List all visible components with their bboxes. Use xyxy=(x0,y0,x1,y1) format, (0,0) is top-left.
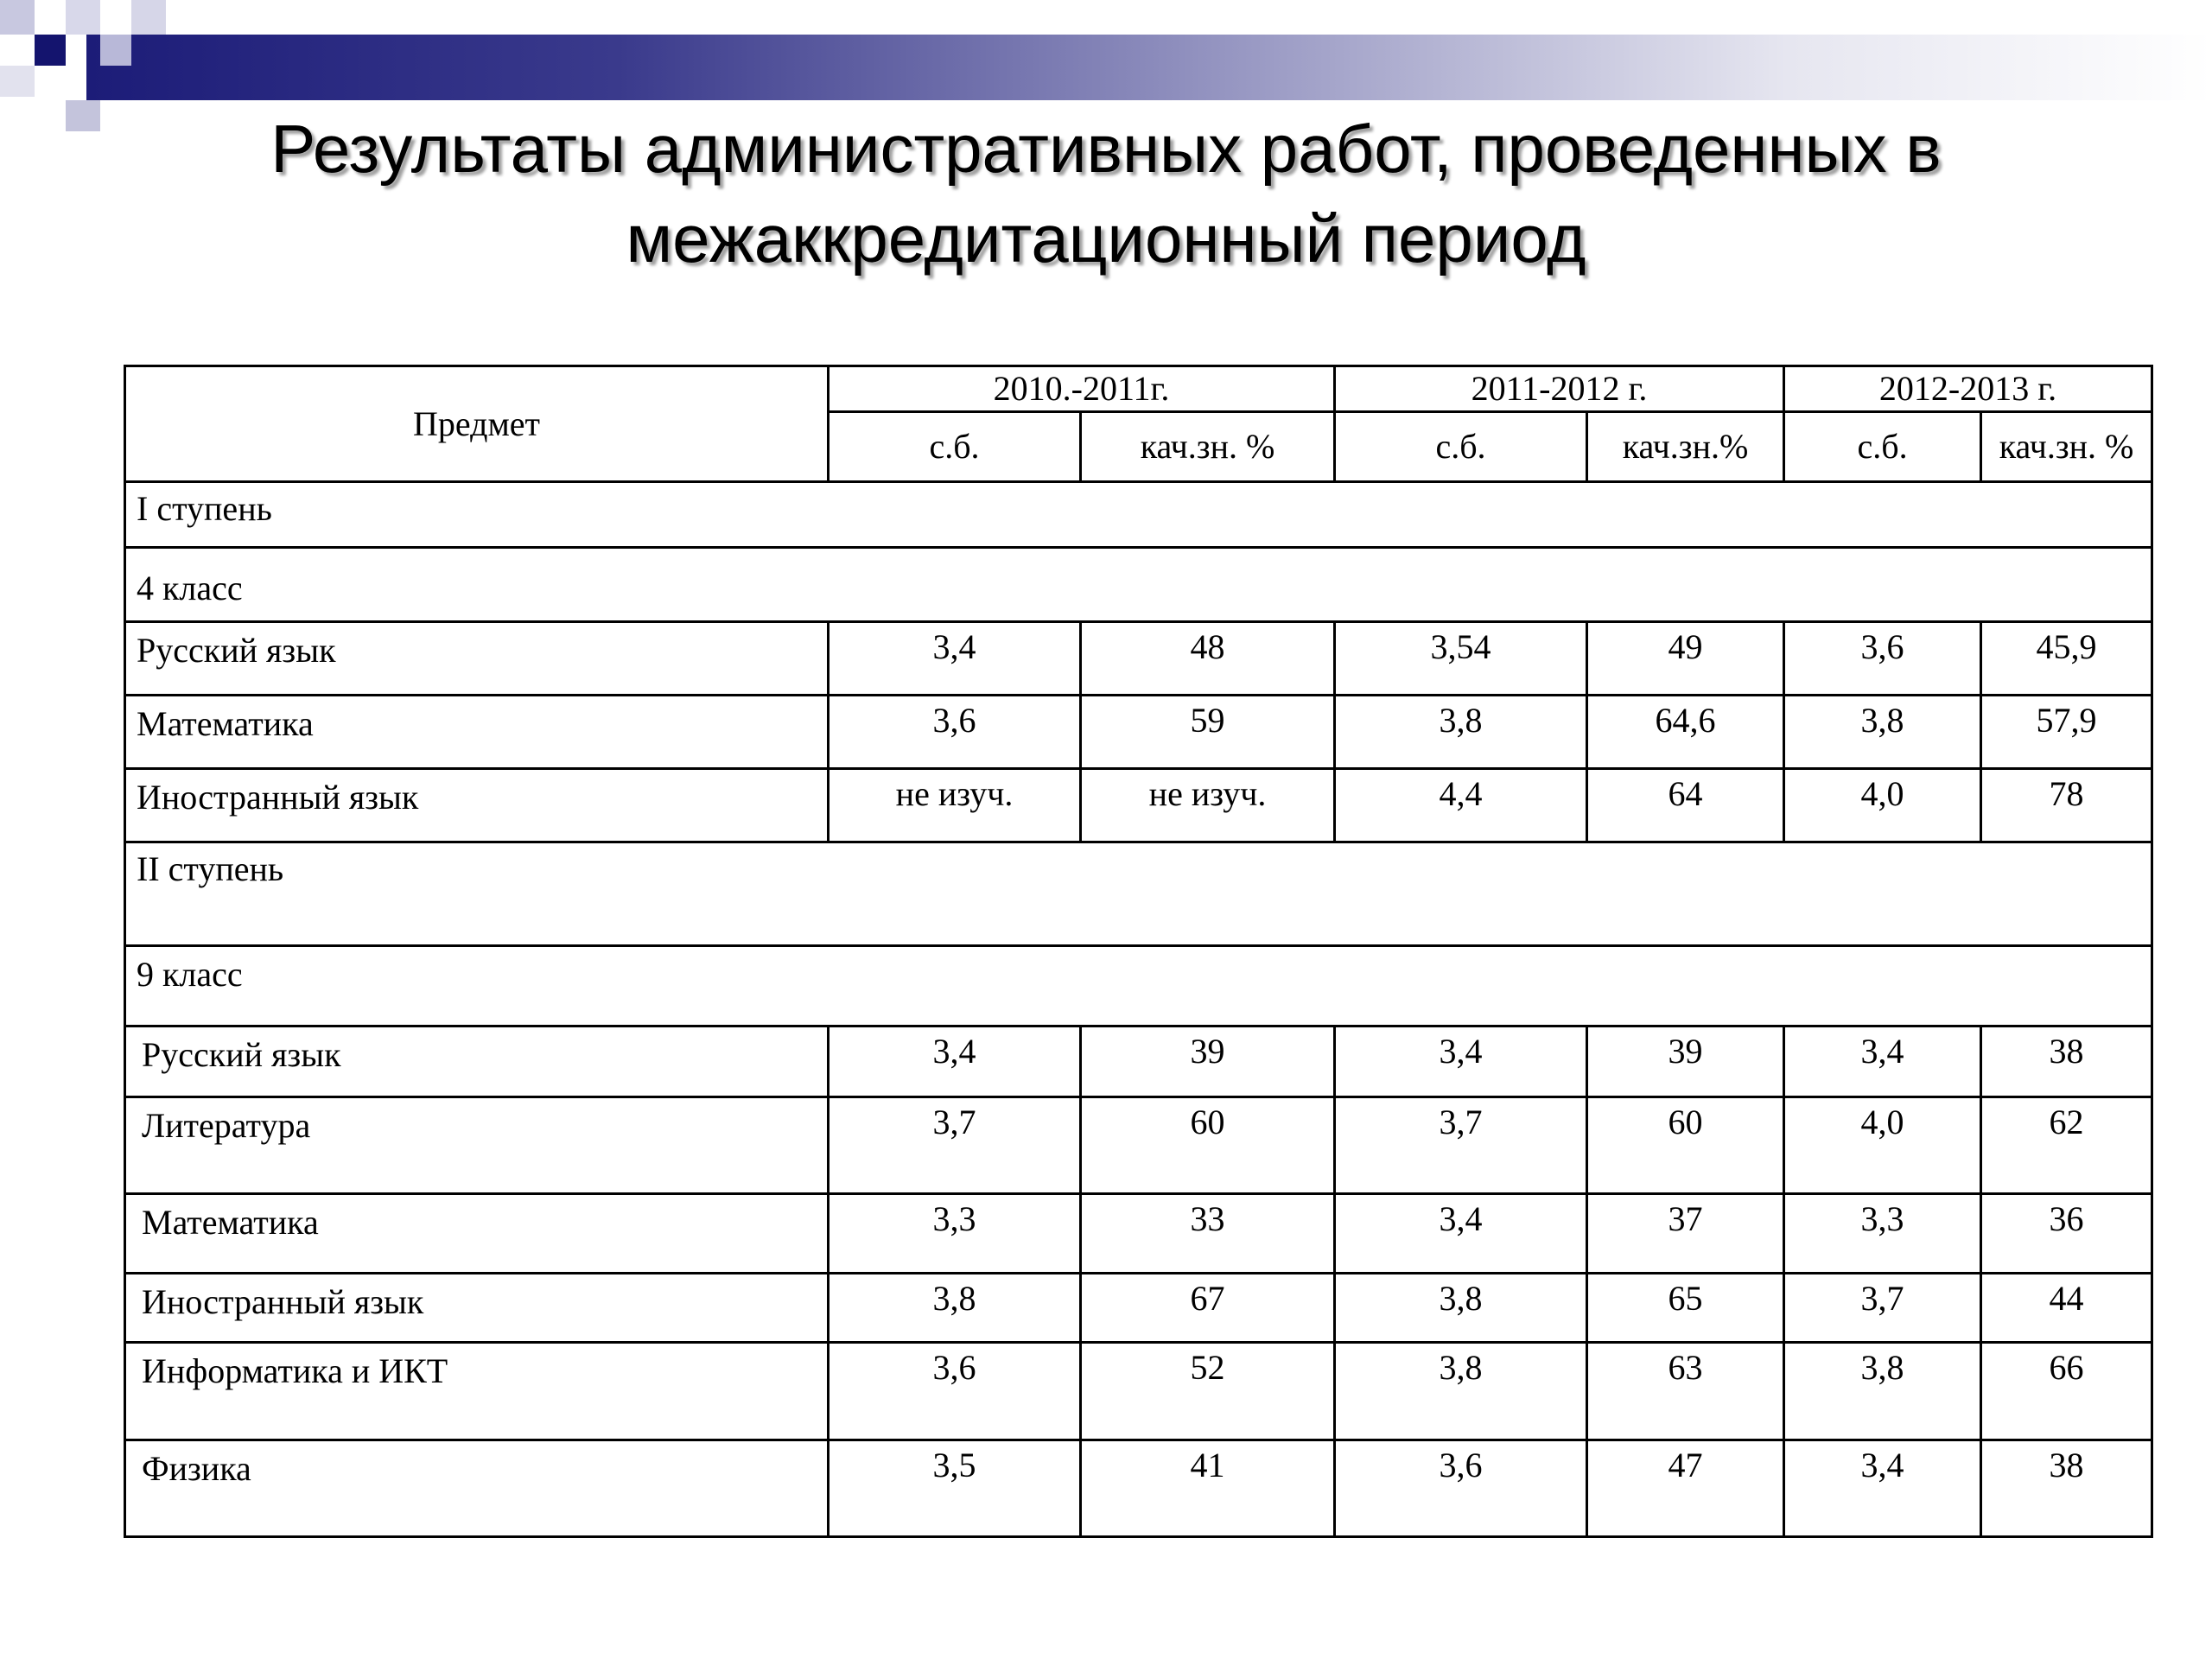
table-row xyxy=(125,1097,2152,1194)
value-cell: 3,4 xyxy=(829,1027,1081,1097)
value-cell: 3,6 xyxy=(829,696,1081,769)
table-row xyxy=(125,1440,2152,1537)
value-cell: 63 xyxy=(1587,1343,1784,1440)
value-cell: не изуч. xyxy=(829,769,1081,842)
metric-header: кач.зн. % xyxy=(1981,412,2152,482)
value-cell: 38 xyxy=(1981,1440,2152,1537)
value-cell: 3,6 xyxy=(1784,622,1981,696)
value-cell: 39 xyxy=(1587,1027,1784,1097)
subject-header: Предмет xyxy=(125,366,829,482)
value-cell: 3,3 xyxy=(1784,1194,1981,1274)
year-header: 2010.-2011г. xyxy=(829,366,1335,412)
results-table xyxy=(124,365,2153,1538)
title-gradient-bar xyxy=(86,35,2212,100)
value-cell: 3,4 xyxy=(1784,1027,1981,1097)
value-cell: 78 xyxy=(1981,769,2152,842)
year-header: 2011-2012 г. xyxy=(1335,366,1784,412)
table-row xyxy=(125,1194,2152,1274)
subject-cell: Иностранный язык xyxy=(125,1274,829,1343)
value-cell: 3,4 xyxy=(1784,1440,1981,1537)
table-row xyxy=(125,769,2152,842)
value-cell: 33 xyxy=(1081,1194,1335,1274)
value-cell: 59 xyxy=(1081,696,1335,769)
stage-label: II ступень xyxy=(125,842,2152,946)
slide-title: Результаты административных работ, проведенных в межаккредитационный период xyxy=(270,111,1942,276)
value-cell: 37 xyxy=(1587,1194,1784,1274)
subject-cell: Литература xyxy=(125,1097,829,1194)
value-cell: 41 xyxy=(1081,1440,1335,1537)
value-cell: 3,3 xyxy=(829,1194,1081,1274)
value-cell: 3,7 xyxy=(829,1097,1081,1194)
metric-header: с.б. xyxy=(1784,412,1981,482)
metric-header: кач.зн. % xyxy=(1081,412,1335,482)
value-cell: 4,4 xyxy=(1335,769,1587,842)
value-cell: 4,0 xyxy=(1784,769,1981,842)
grade-label: 4 класс xyxy=(125,548,2152,622)
subject-cell: Информатика и ИКТ xyxy=(125,1343,829,1440)
value-cell: 65 xyxy=(1587,1274,1784,1343)
section-row xyxy=(125,548,2152,622)
value-cell: 48 xyxy=(1081,622,1335,696)
value-cell: 47 xyxy=(1587,1440,1784,1537)
value-cell: 3,4 xyxy=(829,622,1081,696)
subject-cell: Иностранный язык xyxy=(125,769,829,842)
value-cell: 44 xyxy=(1981,1274,2152,1343)
value-cell: 3,8 xyxy=(1335,1343,1587,1440)
table-row xyxy=(125,622,2152,696)
subject-cell: Математика xyxy=(125,1194,829,1274)
value-cell: 3,54 xyxy=(1335,622,1587,696)
value-cell: 3,8 xyxy=(1335,1274,1587,1343)
subject-cell: Математика xyxy=(125,696,829,769)
value-cell: не изуч. xyxy=(1081,769,1335,842)
subject-cell: Физика xyxy=(125,1440,829,1537)
value-cell: 64 xyxy=(1587,769,1784,842)
grade-label: 9 класс xyxy=(125,946,2152,1027)
header-row-years xyxy=(125,366,2152,412)
stage-label: I ступень xyxy=(125,482,2152,548)
decor-square xyxy=(0,66,35,97)
decor-square xyxy=(66,0,100,35)
value-cell: 3,4 xyxy=(1335,1027,1587,1097)
decor-square xyxy=(0,0,35,35)
value-cell: 4,0 xyxy=(1784,1097,1981,1194)
value-cell: 49 xyxy=(1587,622,1784,696)
value-cell: 3,4 xyxy=(1335,1194,1587,1274)
table-row xyxy=(125,696,2152,769)
value-cell: 52 xyxy=(1081,1343,1335,1440)
value-cell: 3,5 xyxy=(829,1440,1081,1537)
metric-header: с.б. xyxy=(829,412,1081,482)
section-row xyxy=(125,482,2152,548)
value-cell: 60 xyxy=(1081,1097,1335,1194)
value-cell: 57,9 xyxy=(1981,696,2152,769)
value-cell: 67 xyxy=(1081,1274,1335,1343)
value-cell: 3,7 xyxy=(1335,1097,1587,1194)
subject-cell: Русский язык xyxy=(125,1027,829,1097)
table-row xyxy=(125,1027,2152,1097)
metric-header: кач.зн.% xyxy=(1587,412,1784,482)
decor-square xyxy=(100,35,131,66)
section-row xyxy=(125,946,2152,1027)
decor-square xyxy=(131,0,166,35)
value-cell: 3,8 xyxy=(1784,696,1981,769)
value-cell: 3,6 xyxy=(829,1343,1081,1440)
value-cell: 3,7 xyxy=(1784,1274,1981,1343)
value-cell: 39 xyxy=(1081,1027,1335,1097)
value-cell: 45,9 xyxy=(1981,622,2152,696)
value-cell: 66 xyxy=(1981,1343,2152,1440)
table-row xyxy=(125,1343,2152,1440)
value-cell: 64,6 xyxy=(1587,696,1784,769)
value-cell: 3,8 xyxy=(829,1274,1081,1343)
metric-header: с.б. xyxy=(1335,412,1587,482)
value-cell: 62 xyxy=(1981,1097,2152,1194)
section-row xyxy=(125,842,2152,946)
value-cell: 3,8 xyxy=(1784,1343,1981,1440)
table-row xyxy=(125,1274,2152,1343)
subject-cell: Русский язык xyxy=(125,622,829,696)
decor-square xyxy=(35,35,66,66)
value-cell: 38 xyxy=(1981,1027,2152,1097)
value-cell: 3,8 xyxy=(1335,696,1587,769)
value-cell: 60 xyxy=(1587,1097,1784,1194)
value-cell: 36 xyxy=(1981,1194,2152,1274)
value-cell: 3,6 xyxy=(1335,1440,1587,1537)
year-header: 2012-2013 г. xyxy=(1784,366,2152,412)
